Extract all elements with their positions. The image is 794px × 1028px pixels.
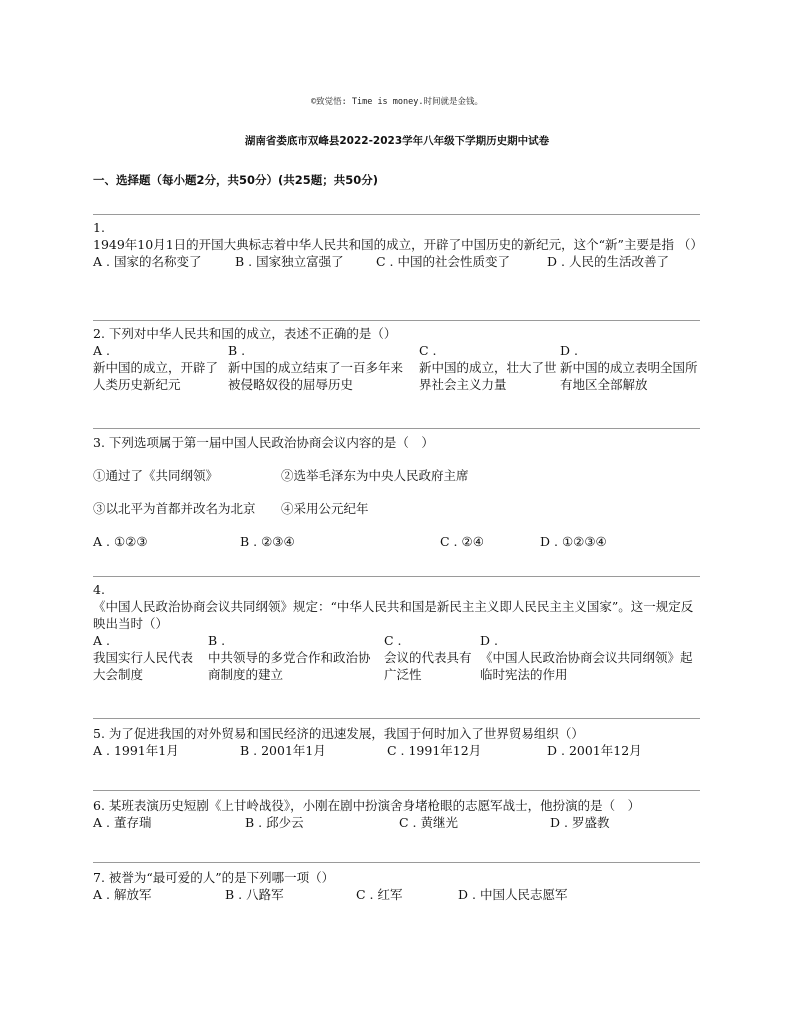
- option-c[interactable]: [384, 632, 472, 683]
- divider: [93, 428, 700, 429]
- option-text: 新中国的成立表明全国所有地区全部解放: [560, 360, 698, 392]
- option-text: 我国实行人民代表大会制度: [93, 650, 194, 682]
- divider: [93, 214, 700, 215]
- option-d[interactable]: [560, 342, 700, 393]
- question-5: [93, 725, 700, 759]
- option-a[interactable]: A . 1991年1月: [93, 743, 179, 758]
- option-d[interactable]: [480, 632, 700, 683]
- option-c[interactable]: [419, 342, 559, 393]
- option-letter: C .: [419, 343, 437, 358]
- option-d[interactable]: D . 罗盛教: [550, 815, 610, 830]
- page-title: 湖南省娄底市双峰县2022-2023学年八年级下学期历史期中试卷: [244, 135, 550, 147]
- divider: [93, 576, 700, 577]
- option-c[interactable]: C . 红军: [356, 887, 403, 902]
- options-row: [93, 886, 700, 903]
- options-row: [93, 253, 700, 270]
- question-6: [93, 797, 700, 831]
- items-row: [93, 500, 700, 517]
- question-stem: 3. 下列选项属于第一届中国人民政治协商会议内容的是（ ）: [93, 435, 434, 450]
- question-3: [93, 434, 700, 550]
- divider: [93, 718, 700, 719]
- option-d[interactable]: D . 2001年12月: [547, 743, 642, 758]
- option-d[interactable]: D . 中国人民志愿军: [458, 887, 568, 902]
- question-stem: 7. 被誉为“最可爱的人”的是下列哪一项（）: [93, 870, 335, 885]
- option-text: 会议的代表具有广泛性: [384, 650, 472, 682]
- options-grid: [93, 342, 700, 393]
- options-row: [93, 742, 700, 759]
- option-b[interactable]: [228, 342, 408, 393]
- option-text: 新中国的成立，开辟了人类历史新纪元: [93, 360, 219, 392]
- options-grid: [93, 632, 700, 683]
- question-stem: 2. 下列对中华人民共和国的成立，表述不正确的是（）: [93, 326, 397, 341]
- option-b[interactable]: B . 国家独立富强了: [235, 254, 344, 269]
- option-text: 新中国的成立，壮大了世界社会主义力量: [419, 360, 557, 392]
- option-letter: A .: [93, 633, 110, 648]
- question-4: [93, 581, 700, 683]
- divider: [93, 862, 700, 863]
- option-c[interactable]: C . 黄继光: [399, 815, 458, 830]
- option-a[interactable]: A . ①②③: [93, 534, 148, 549]
- divider: [93, 790, 700, 791]
- question-stem: 《中国人民政治协商会议共同纲领》规定：“中华人民共和国是新民主主义即人民民主主义国家”。这一规定反映出当时（）: [93, 599, 694, 631]
- statement-item: ①通过了《共同纲领》: [93, 468, 219, 483]
- question-2: [93, 325, 700, 393]
- option-a[interactable]: A . 董存瑞: [93, 815, 152, 830]
- option-letter: A .: [93, 343, 110, 358]
- option-letter: D .: [480, 633, 498, 648]
- section-heading: 一、选择题（每小题2分，共50分）(共25题；共50分): [93, 173, 379, 187]
- question-stem: 1949年10月1日的开国大典标志着中华人民共和国的成立，开辟了中国历史的新纪元，这个“新”主要是指 （）: [93, 237, 703, 252]
- option-text: 新中国的成立结束了一百多年来被侵略奴役的屈辱历史: [228, 360, 404, 392]
- options-row: [93, 814, 700, 831]
- option-a[interactable]: [93, 632, 205, 683]
- option-b[interactable]: [208, 632, 378, 683]
- items-row: [93, 467, 700, 484]
- option-c[interactable]: C . 中国的社会性质变了: [376, 254, 510, 269]
- statement-item: ③以北平为首都并改名为北京: [93, 501, 256, 516]
- options-row: [93, 533, 700, 550]
- question-7: [93, 869, 700, 903]
- option-b[interactable]: B . 2001年1月: [240, 743, 326, 758]
- option-d[interactable]: D . ①②③④: [540, 534, 607, 549]
- option-text: 中共领导的多党合作和政治协商制度的建立: [208, 650, 371, 682]
- option-c[interactable]: C . ②④: [440, 534, 484, 549]
- option-letter: B .: [208, 633, 226, 648]
- option-a[interactable]: [93, 342, 219, 393]
- option-d[interactable]: D . 人民的生活改善了: [547, 254, 669, 269]
- question-1: [93, 219, 703, 270]
- question-number: 4.: [93, 582, 105, 597]
- statement-item: ④采用公元纪年: [281, 501, 369, 516]
- option-a[interactable]: A . 国家的名称变了: [93, 254, 202, 269]
- question-stem: 6. 某班表演历史短剧《上甘岭战役》，小刚在剧中扮演舍身堵枪眼的志愿军战士，他扮演的是（ ）: [93, 798, 641, 813]
- option-letter: B .: [228, 343, 246, 358]
- option-letter: C .: [384, 633, 402, 648]
- option-b[interactable]: B . ②③④: [240, 534, 295, 549]
- option-b[interactable]: B . 八路军: [225, 887, 284, 902]
- question-number: 1.: [93, 220, 105, 235]
- option-c[interactable]: C . 1991年12月: [387, 743, 482, 758]
- option-a[interactable]: A . 解放军: [93, 887, 152, 902]
- divider: [93, 320, 700, 321]
- question-stem: 5. 为了促进我国的对外贸易和国民经济的迅速发展，我国于何时加入了世界贸易组织（）: [93, 726, 584, 741]
- statement-item: ②选举毛泽东为中央人民政府主席: [281, 468, 469, 483]
- option-text: 《中国人民政治协商会议共同纲领》起临时宪法的作用: [480, 650, 693, 682]
- option-b[interactable]: B . 邱少云: [245, 815, 304, 830]
- header-motto: ©致觉悟: Time is money.时间就是金钱。: [311, 97, 483, 107]
- option-letter: D .: [560, 343, 578, 358]
